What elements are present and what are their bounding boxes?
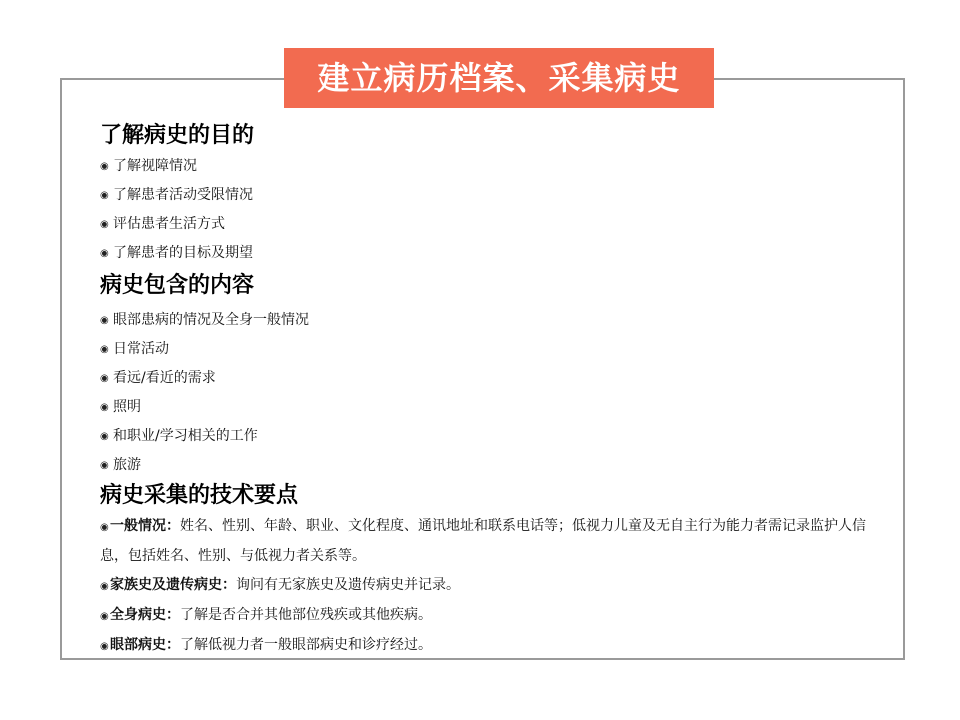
item-text: 眼部患病的情况及全身一般情况	[113, 312, 309, 328]
list-item	[100, 239, 890, 268]
list-item	[100, 210, 890, 239]
detail-label: 全身病史：	[110, 607, 180, 623]
detail-label: 家族史及遗传病史：	[110, 577, 236, 593]
list-item	[100, 393, 890, 422]
title-banner: 建立病历档案、采集病史	[284, 48, 714, 108]
list-item	[100, 335, 890, 364]
item-text: 和职业/学习相关的工作	[113, 428, 258, 444]
bullet-icon: ◉	[100, 161, 109, 172]
bullet-icon: ◉	[100, 315, 109, 326]
item-text: 照明	[113, 399, 141, 415]
bullet-icon: ◉	[100, 522, 109, 533]
bullet-icon: ◉	[100, 248, 109, 259]
list-item	[100, 181, 890, 210]
detail-text: 姓名、性别、年龄、职业、文化程度、通讯地址和联系电话等；低视力儿童及无自主行为能力者需记录监护人信息，包括姓名、性别、与低视力者关系等。	[100, 518, 866, 564]
content-area	[100, 120, 890, 661]
item-text: 旅游	[113, 457, 141, 473]
list-item	[100, 306, 890, 335]
detail-paragraph	[100, 631, 890, 661]
bullet-icon: ◉	[100, 431, 109, 442]
section-heading: 了解病史的目的	[100, 123, 255, 148]
item-text: 日常活动	[113, 341, 169, 357]
bullet-icon: ◉	[100, 611, 109, 622]
list-item	[100, 422, 890, 451]
item-text: 了解患者活动受限情况	[113, 187, 253, 203]
section-contents	[100, 270, 890, 480]
list-item	[100, 364, 890, 393]
bullet-icon: ◉	[100, 219, 109, 230]
list-item	[100, 451, 890, 480]
bullet-icon: ◉	[100, 641, 109, 652]
bullet-icon: ◉	[100, 344, 109, 355]
list-item	[100, 152, 890, 181]
bullet-icon: ◉	[100, 581, 109, 592]
detail-text: 了解是否合并其他部位残疾或其他疾病。	[180, 607, 432, 623]
detail-text: 了解低视力者一般眼部病史和诊疗经过。	[180, 637, 432, 653]
contents-list	[100, 306, 890, 480]
detail-paragraph	[100, 601, 890, 631]
detail-paragraph	[100, 571, 890, 601]
bullet-icon: ◉	[100, 190, 109, 201]
section-heading: 病史包含的内容	[100, 273, 255, 298]
bullet-icon: ◉	[100, 402, 109, 413]
item-text: 了解患者的目标及期望	[113, 245, 253, 261]
section-techniques	[100, 480, 890, 661]
item-text: 了解视障情况	[113, 158, 197, 174]
bullet-icon: ◉	[100, 373, 109, 384]
section-heading: 病史采集的技术要点	[100, 483, 299, 508]
item-text: 评估患者生活方式	[113, 216, 225, 232]
detail-label: 一般情况：	[110, 518, 180, 534]
section-purpose	[100, 120, 890, 268]
item-text: 看远/看近的需求	[113, 370, 216, 386]
detail-label: 眼部病史：	[110, 637, 180, 653]
detail-paragraph	[100, 512, 890, 571]
bullet-icon: ◉	[100, 460, 109, 471]
purpose-list	[100, 152, 890, 268]
detail-text: 询问有无家族史及遗传病史并记录。	[236, 577, 460, 593]
